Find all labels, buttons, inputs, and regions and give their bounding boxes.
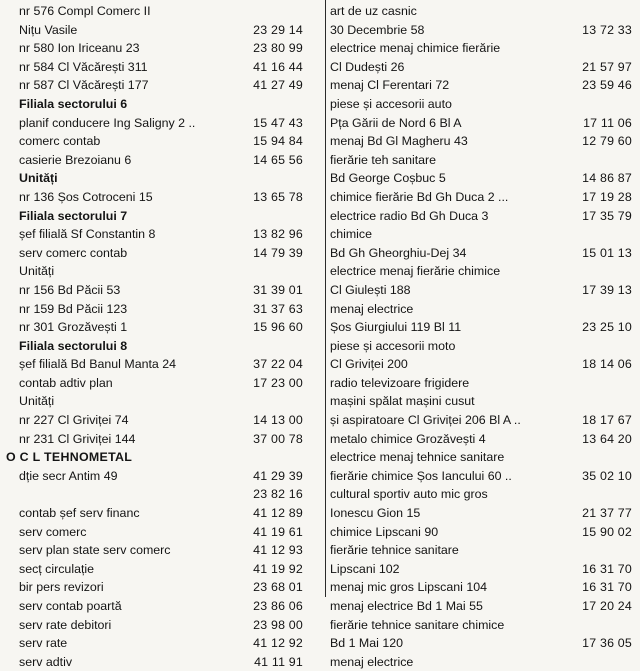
directory-entry: [3, 616, 321, 635]
directory-entry: [330, 318, 638, 337]
phone-number: 15 96 60: [253, 320, 303, 335]
entry-label: menaj electrice: [330, 654, 414, 669]
entry-label: Bd Gh Gheorghiu-Dej 34: [330, 245, 467, 260]
entry-label: Ionescu Gion 15: [330, 506, 421, 521]
directory-entry: [3, 504, 321, 523]
entry-label: cultural sportiv auto mic gros: [330, 487, 488, 502]
phone-number: 31 37 63: [253, 301, 303, 316]
entry-label: radio televizoare frigidere: [330, 375, 470, 390]
entry-label: Unități: [19, 264, 55, 279]
directory-entry: [3, 634, 321, 653]
directory-entry: [3, 560, 321, 579]
directory-entry: [330, 411, 638, 430]
entry-label: electrice menaj tehnice sanitare: [330, 450, 505, 465]
directory-entry: [3, 541, 321, 560]
entry-label: comerc contab: [19, 134, 101, 149]
directory-entry: [330, 337, 638, 356]
directory-entry: [330, 169, 638, 188]
phone-number: 41 12 89: [253, 506, 303, 521]
directory-entry: [330, 541, 638, 560]
entry-label: piese și accesorii moto: [330, 338, 456, 353]
entry-label: și aspiratoare Cl Griviței 206 Bl A ..: [330, 413, 521, 428]
entry-label: menaj Cl Ferentari 72: [330, 78, 450, 93]
phone-number: 12 79 60: [582, 134, 632, 149]
entry-label: nr 587 Cl Văcărești 177: [19, 78, 149, 93]
entry-label: secț circulație: [19, 561, 95, 576]
entry-label: piese și accesorii auto: [330, 96, 452, 111]
left-column: [3, 2, 321, 671]
entry-label: Șos Giurgiului 119 Bl 11: [330, 320, 462, 335]
entry-label: șef filială Sf Constantin 8: [19, 227, 156, 242]
phone-number: 15 47 43: [253, 115, 303, 130]
directory-entry: [330, 392, 638, 411]
entry-label: mașini spălat mașini cusut: [330, 394, 475, 409]
phone-number: 17 39 13: [582, 282, 632, 297]
directory-entry: [330, 653, 638, 671]
directory-entry: [3, 244, 321, 263]
directory-entry: [330, 58, 638, 77]
phone-number: 41 19 92: [253, 561, 303, 576]
directory-entry: [3, 374, 321, 393]
phone-number: 17 19 28: [582, 189, 632, 204]
phone-number: 13 65 78: [253, 189, 303, 204]
phone-number: 23 98 00: [253, 617, 303, 632]
entry-label: nr 156 Bd Păcii 53: [19, 282, 121, 297]
entry-label: menaj mic gros Lipscani 104: [330, 580, 488, 595]
phone-number: 15 94 84: [253, 134, 303, 149]
directory-entry: [330, 300, 638, 319]
entry-label: electrice radio Bd Gh Duca 3: [330, 208, 489, 223]
directory-entry: [330, 188, 638, 207]
directory-entry: [330, 504, 638, 523]
entry-label: Unități: [19, 171, 58, 186]
phone-number: 23 59 46: [582, 78, 632, 93]
phone-number: 23 86 06: [253, 599, 303, 613]
entry-label: Cl Griviței 200: [330, 357, 408, 372]
entry-label: nr 136 Șos Cotroceni 15: [19, 189, 153, 204]
directory-entry: [330, 151, 638, 170]
entry-label: bir pers revizori: [19, 580, 104, 595]
entry-label: nr 159 Bd Păcii 123: [19, 301, 128, 316]
directory-entry: [3, 467, 321, 486]
directory-entry: [3, 262, 321, 281]
entry-label: menaj Bd Gl Magheru 43: [330, 134, 468, 149]
phone-number: 23 68 01: [253, 580, 303, 595]
directory-entry: [3, 523, 321, 542]
directory-entry: [330, 76, 638, 95]
phone-number: 23 29 14: [253, 22, 303, 37]
phone-number: 18 14 06: [582, 357, 632, 372]
directory-entry: [330, 114, 638, 133]
directory-entry: [330, 39, 638, 58]
entry-label: Bd George Coșbuc 5: [330, 171, 446, 186]
phone-number: 21 57 97: [582, 59, 632, 74]
directory-entry: [3, 578, 321, 597]
directory-entry: [3, 355, 321, 374]
phone-number: 17 11 06: [583, 115, 632, 130]
entry-label: menaj electrice Bd 1 Mai 55: [330, 599, 483, 613]
entry-label: nr 231 Cl Griviței 144: [19, 431, 136, 446]
directory-entry: [3, 225, 321, 244]
entry-label: Lipscani 102: [330, 561, 400, 576]
phone-number: 17 23 00: [253, 375, 303, 390]
phone-number: 17 36 05: [582, 636, 632, 651]
directory-entry: [330, 560, 638, 579]
directory-entry: [3, 597, 321, 616]
phone-number: 13 64 20: [582, 431, 632, 446]
directory-entry: [3, 188, 321, 207]
phone-number: 15 90 02: [582, 524, 632, 539]
phone-number: 41 27 49: [253, 78, 303, 93]
phone-number: 23 80 99: [253, 41, 303, 56]
entry-label: Cl Dudești 26: [330, 59, 405, 74]
entry-label: chimice fierărie Bd Gh Duca 2 ...: [330, 189, 509, 204]
section-heading: [3, 169, 321, 188]
section-heading: [3, 448, 321, 467]
directory-entry: [330, 95, 638, 114]
directory-entry: [330, 448, 638, 467]
phone-number: 41 12 92: [253, 636, 303, 651]
directory-entry: [330, 467, 638, 486]
phone-number: 41 19 61: [253, 524, 303, 539]
entry-label: Unități: [19, 394, 55, 409]
directory-entry: [3, 132, 321, 151]
directory-entry: [3, 76, 321, 95]
entry-label: metalo chimice Grozăvești 4: [330, 431, 486, 446]
directory-entry: [3, 485, 321, 504]
entry-label: serv plan state serv comerc: [19, 543, 171, 558]
entry-label: serv comerc contab: [19, 245, 128, 260]
phone-number: 16 31 70: [582, 580, 632, 595]
entry-label: Cl Giulești 188: [330, 282, 411, 297]
entry-label: fierărie teh sanitare: [330, 152, 437, 167]
phone-number: 37 00 78: [253, 431, 303, 446]
directory-entry: [3, 58, 321, 77]
entry-label: dție secr Antim 49: [19, 468, 118, 483]
entry-label: serv adtiv: [19, 654, 73, 669]
entry-label: electrice menaj chimice fierărie: [330, 41, 501, 56]
entry-label: electrice menaj fierărie chimice: [330, 264, 501, 279]
entry-label: nr 584 Cl Văcărești 311: [19, 59, 148, 74]
entry-label: șef filială Bd Banul Manta 24: [19, 357, 177, 372]
directory-entry: [330, 262, 638, 281]
directory-entry: [330, 523, 638, 542]
phone-number: 35 02 10: [582, 468, 632, 483]
phone-number: 14 65 56: [253, 152, 303, 167]
phone-number: 21 37 77: [582, 506, 632, 521]
directory-entry: [330, 207, 638, 226]
entry-label: contab șef serv financ: [19, 506, 140, 521]
phone-number: 23 25 10: [582, 320, 632, 335]
directory-entry: [330, 2, 638, 21]
phone-number: 41 29 39: [253, 468, 303, 483]
entry-label: fierărie tehnice sanitare: [330, 543, 459, 558]
entry-label: contab adtiv plan: [19, 375, 113, 390]
section-heading: [3, 95, 321, 114]
right-column: [330, 2, 638, 671]
phone-number: 23 82 16: [253, 487, 303, 502]
entry-label: casierie Brezoianu 6: [19, 152, 132, 167]
directory-entry: [330, 597, 638, 616]
entry-label: O C L TEHNOMETAL: [6, 450, 133, 465]
phone-number: 18 17 67: [582, 413, 632, 428]
directory-entry: [3, 653, 321, 671]
directory-entry: [3, 21, 321, 40]
directory-entry: [330, 21, 638, 40]
phone-number: 41 16 44: [253, 59, 303, 74]
phone-number: 41 12 93: [253, 543, 303, 558]
entry-label: chimice: [330, 227, 372, 242]
entry-label: Filiala sectorului 7: [19, 208, 128, 223]
entry-label: nr 576 Compl Comerc II: [19, 4, 151, 18]
directory-entry: [3, 300, 321, 319]
directory-entry: [3, 318, 321, 337]
directory-entry: [3, 411, 321, 430]
directory-entry: [330, 578, 638, 597]
section-heading: [3, 337, 321, 356]
directory-entry: [330, 355, 638, 374]
phone-number: 41 11 91: [254, 654, 303, 669]
directory-entry: [330, 634, 638, 653]
phone-number: 14 79 39: [253, 245, 303, 260]
directory-entry: [330, 132, 638, 151]
entry-label: fierărie tehnice sanitare chimice: [330, 617, 505, 632]
directory-entry: [3, 114, 321, 133]
section-heading: [3, 207, 321, 226]
directory-entry: [3, 39, 321, 58]
entry-label: Bd 1 Mai 120: [330, 636, 404, 651]
directory-entry: [330, 281, 638, 300]
phone-number: 13 82 96: [253, 227, 303, 242]
directory-entry: [3, 430, 321, 449]
directory-entry: [330, 225, 638, 244]
directory-entry: [330, 430, 638, 449]
phone-number: 14 13 00: [253, 413, 303, 428]
directory-entry: [330, 244, 638, 263]
directory-entry: [3, 281, 321, 300]
entry-label: chimice Lipscani 90: [330, 524, 439, 539]
entry-label: 30 Decembrie 58: [330, 22, 425, 37]
entry-label: Filiala sectorului 8: [19, 338, 128, 353]
directory-entry: [330, 485, 638, 504]
phone-number: 13 72 33: [582, 22, 632, 37]
directory-entry: [3, 392, 321, 411]
entry-label: serv rate debitori: [19, 617, 112, 632]
phone-number: 15 01 13: [582, 245, 632, 260]
column-divider: [325, 0, 326, 597]
directory-entry: [330, 616, 638, 635]
entry-label: fierărie chimice Șos Iancului 60 ..: [330, 468, 512, 483]
entry-label: nr 580 Ion Iriceanu 23: [19, 41, 140, 56]
directory-entry: [330, 374, 638, 393]
entry-label: serv comerc: [19, 524, 87, 539]
entry-label: Filiala sectorului 6: [19, 96, 128, 111]
entry-label: nr 301 Grozăvești 1: [19, 320, 128, 335]
phone-number: 17 35 79: [582, 208, 632, 223]
phone-number: 16 31 70: [582, 561, 632, 576]
phone-number: 17 20 24: [582, 599, 632, 613]
directory-entry: [3, 2, 321, 21]
phone-number: 37 22 04: [253, 357, 303, 372]
entry-label: planif conducere Ing Saligny 2 ..: [19, 115, 196, 130]
phone-number: 14 86 87: [582, 171, 632, 186]
phone-number: 31 39 01: [253, 282, 303, 297]
entry-label: serv rate: [19, 636, 68, 651]
entry-label: Pța Gării de Nord 6 Bl A: [330, 115, 462, 130]
entry-label: nr 227 Cl Griviței 74: [19, 413, 129, 428]
directory-entry: [3, 151, 321, 170]
entry-label: serv contab poartă: [19, 599, 122, 613]
entry-label: art de uz casnic: [330, 4, 417, 18]
entry-label: Nițu Vasile: [19, 22, 78, 37]
entry-label: menaj electrice: [330, 301, 414, 316]
